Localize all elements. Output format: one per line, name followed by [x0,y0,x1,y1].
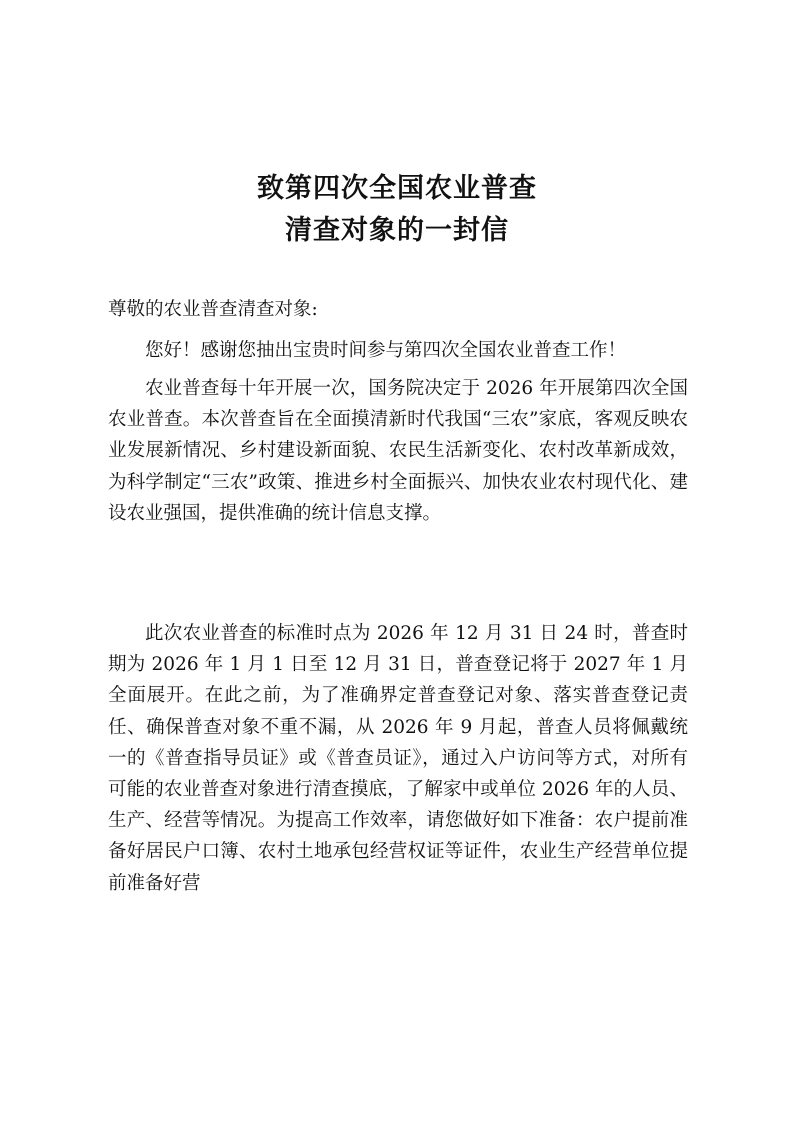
paragraph-greeting: 您好！感谢您抽出宝贵时间参与第四次全国农业普查工作！ [145,340,627,361]
salutation: 尊敬的农业普查清查对象: [108,299,318,320]
document-title-line-1: 致第四次全国农业普查 [257,173,537,204]
paragraph-census-schedule: 此次农业普查的标准时点为 2026 年 12 月 31 日 24 时，普查时期为 2026 年 1 月 1 日至 12 月 31 日，普查登记将于 2027 年 1 月全面展开。在此之前，为了准确界定普查登记对象、落实普查登记责任、确保普查对象不重不漏，从 2026 年 9 月起，普查人员将佩戴统一的《普查指导员证》或《普查员证》，通过入户访问等方式，对所有可能的农业普查对象进行清查摸底，了解家中或单位 2026 年的人员、生产、经营等情况。为提高工作效率，请您做好如下准备：农户提前准备好居民户口簿、农村土地承包经营权证等证件，农业生产经营单位提前准备好营 [108,623,688,894]
paragraph-census-purpose: 农业普查每十年开展一次，国务院决定于 2026 年开展第四次全国农业普查。本次普查旨在全面摸清新时代我国“三农”家底，客观反映农业发展新情况、乡村建设新面貌、农民生活新变化、农村改革新成效，为科学制定“三农”政策、推进乡村全面振兴、加快农业农村现代化、建设农业强国，提供准确的统计信息支撑。 [108,378,688,524]
document-title-line-2: 清查对象的一封信 [285,215,509,246]
